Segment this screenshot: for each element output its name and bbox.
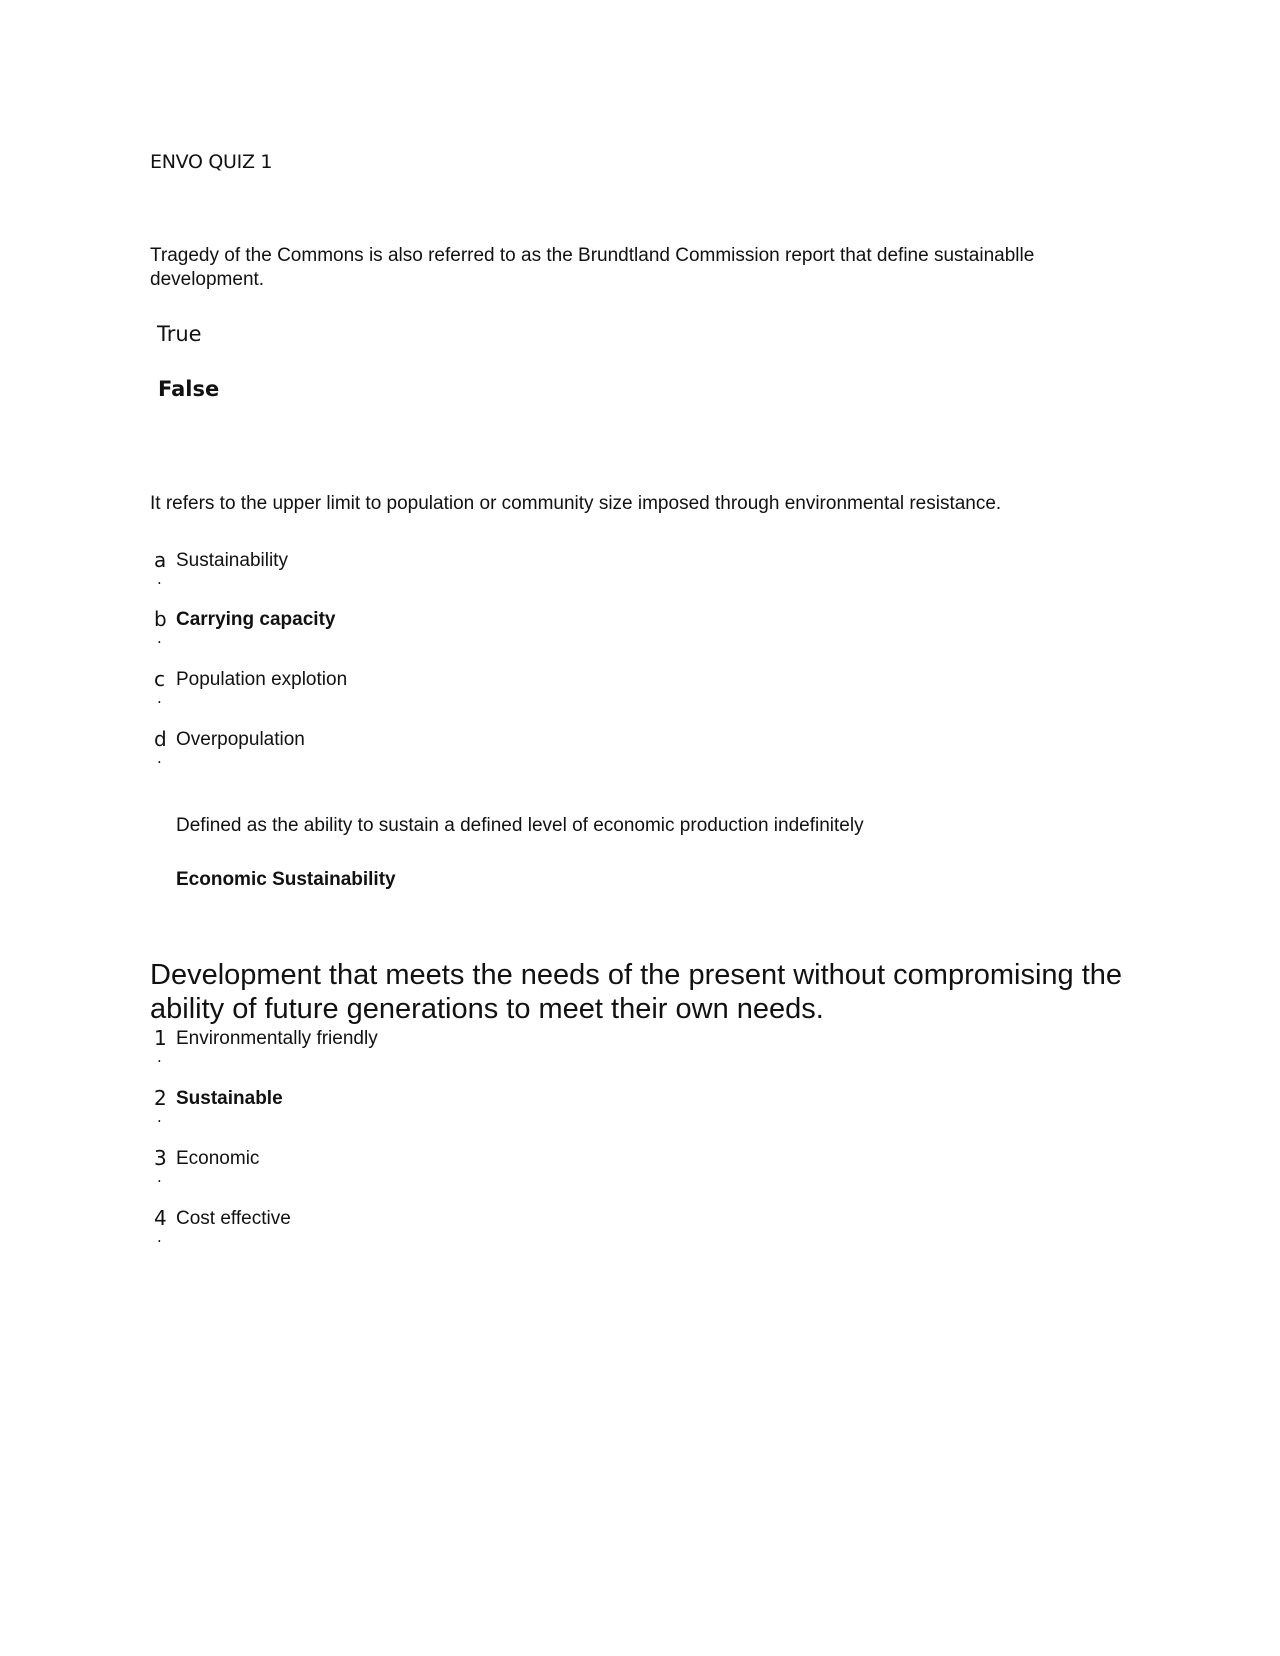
question-3-answer: Economic Sustainability — [176, 869, 396, 890]
option-marker-dot: . — [157, 1108, 162, 1126]
question-4-text: Development that meets the needs of the present without compromising the ability of future generations to meet their own needs. — [150, 959, 1123, 1025]
question-1-text: Tragedy of the Commons is also referred to as the Brundtland Commission report that define sustainablle development. — [150, 245, 1035, 290]
option-label: Overpopulation — [176, 729, 305, 750]
option-marker-dot: . — [157, 570, 162, 588]
option-label: Carrying capacity — [176, 609, 336, 630]
option-marker-dot: . — [157, 1168, 162, 1186]
option-label: Environmentally friendly — [176, 1028, 378, 1049]
option-label: Sustainable — [176, 1088, 283, 1109]
option-label: Sustainability — [176, 550, 288, 571]
option-marker: b — [154, 607, 167, 631]
option-marker-dot: . — [157, 1048, 162, 1066]
option-marker-dot: . — [157, 749, 162, 767]
option-marker: 2 — [154, 1086, 167, 1110]
question-3-text: Defined as the ability to sustain a defined level of economic production indefinitely — [176, 815, 864, 836]
quiz-title: ENVO QUIZ 1 — [150, 151, 273, 173]
option-marker-dot: . — [157, 629, 162, 647]
option-marker: a — [154, 548, 167, 572]
option-label: Economic — [176, 1148, 260, 1169]
option-marker: 4 — [154, 1206, 167, 1230]
question-1-option-true: True — [157, 322, 202, 346]
option-marker: 1 — [154, 1026, 167, 1050]
option-label: Population explotion — [176, 669, 348, 690]
option-marker-dot: . — [157, 689, 162, 707]
question-1-option-false: False — [158, 377, 220, 401]
option-label: Cost effective — [176, 1208, 291, 1229]
option-marker: d — [154, 727, 167, 751]
option-marker: c — [154, 667, 165, 691]
option-marker: 3 — [154, 1146, 167, 1170]
question-2-text: It refers to the upper limit to population or community size imposed through environmental resistance. — [150, 493, 1002, 514]
option-marker-dot: . — [157, 1228, 162, 1246]
